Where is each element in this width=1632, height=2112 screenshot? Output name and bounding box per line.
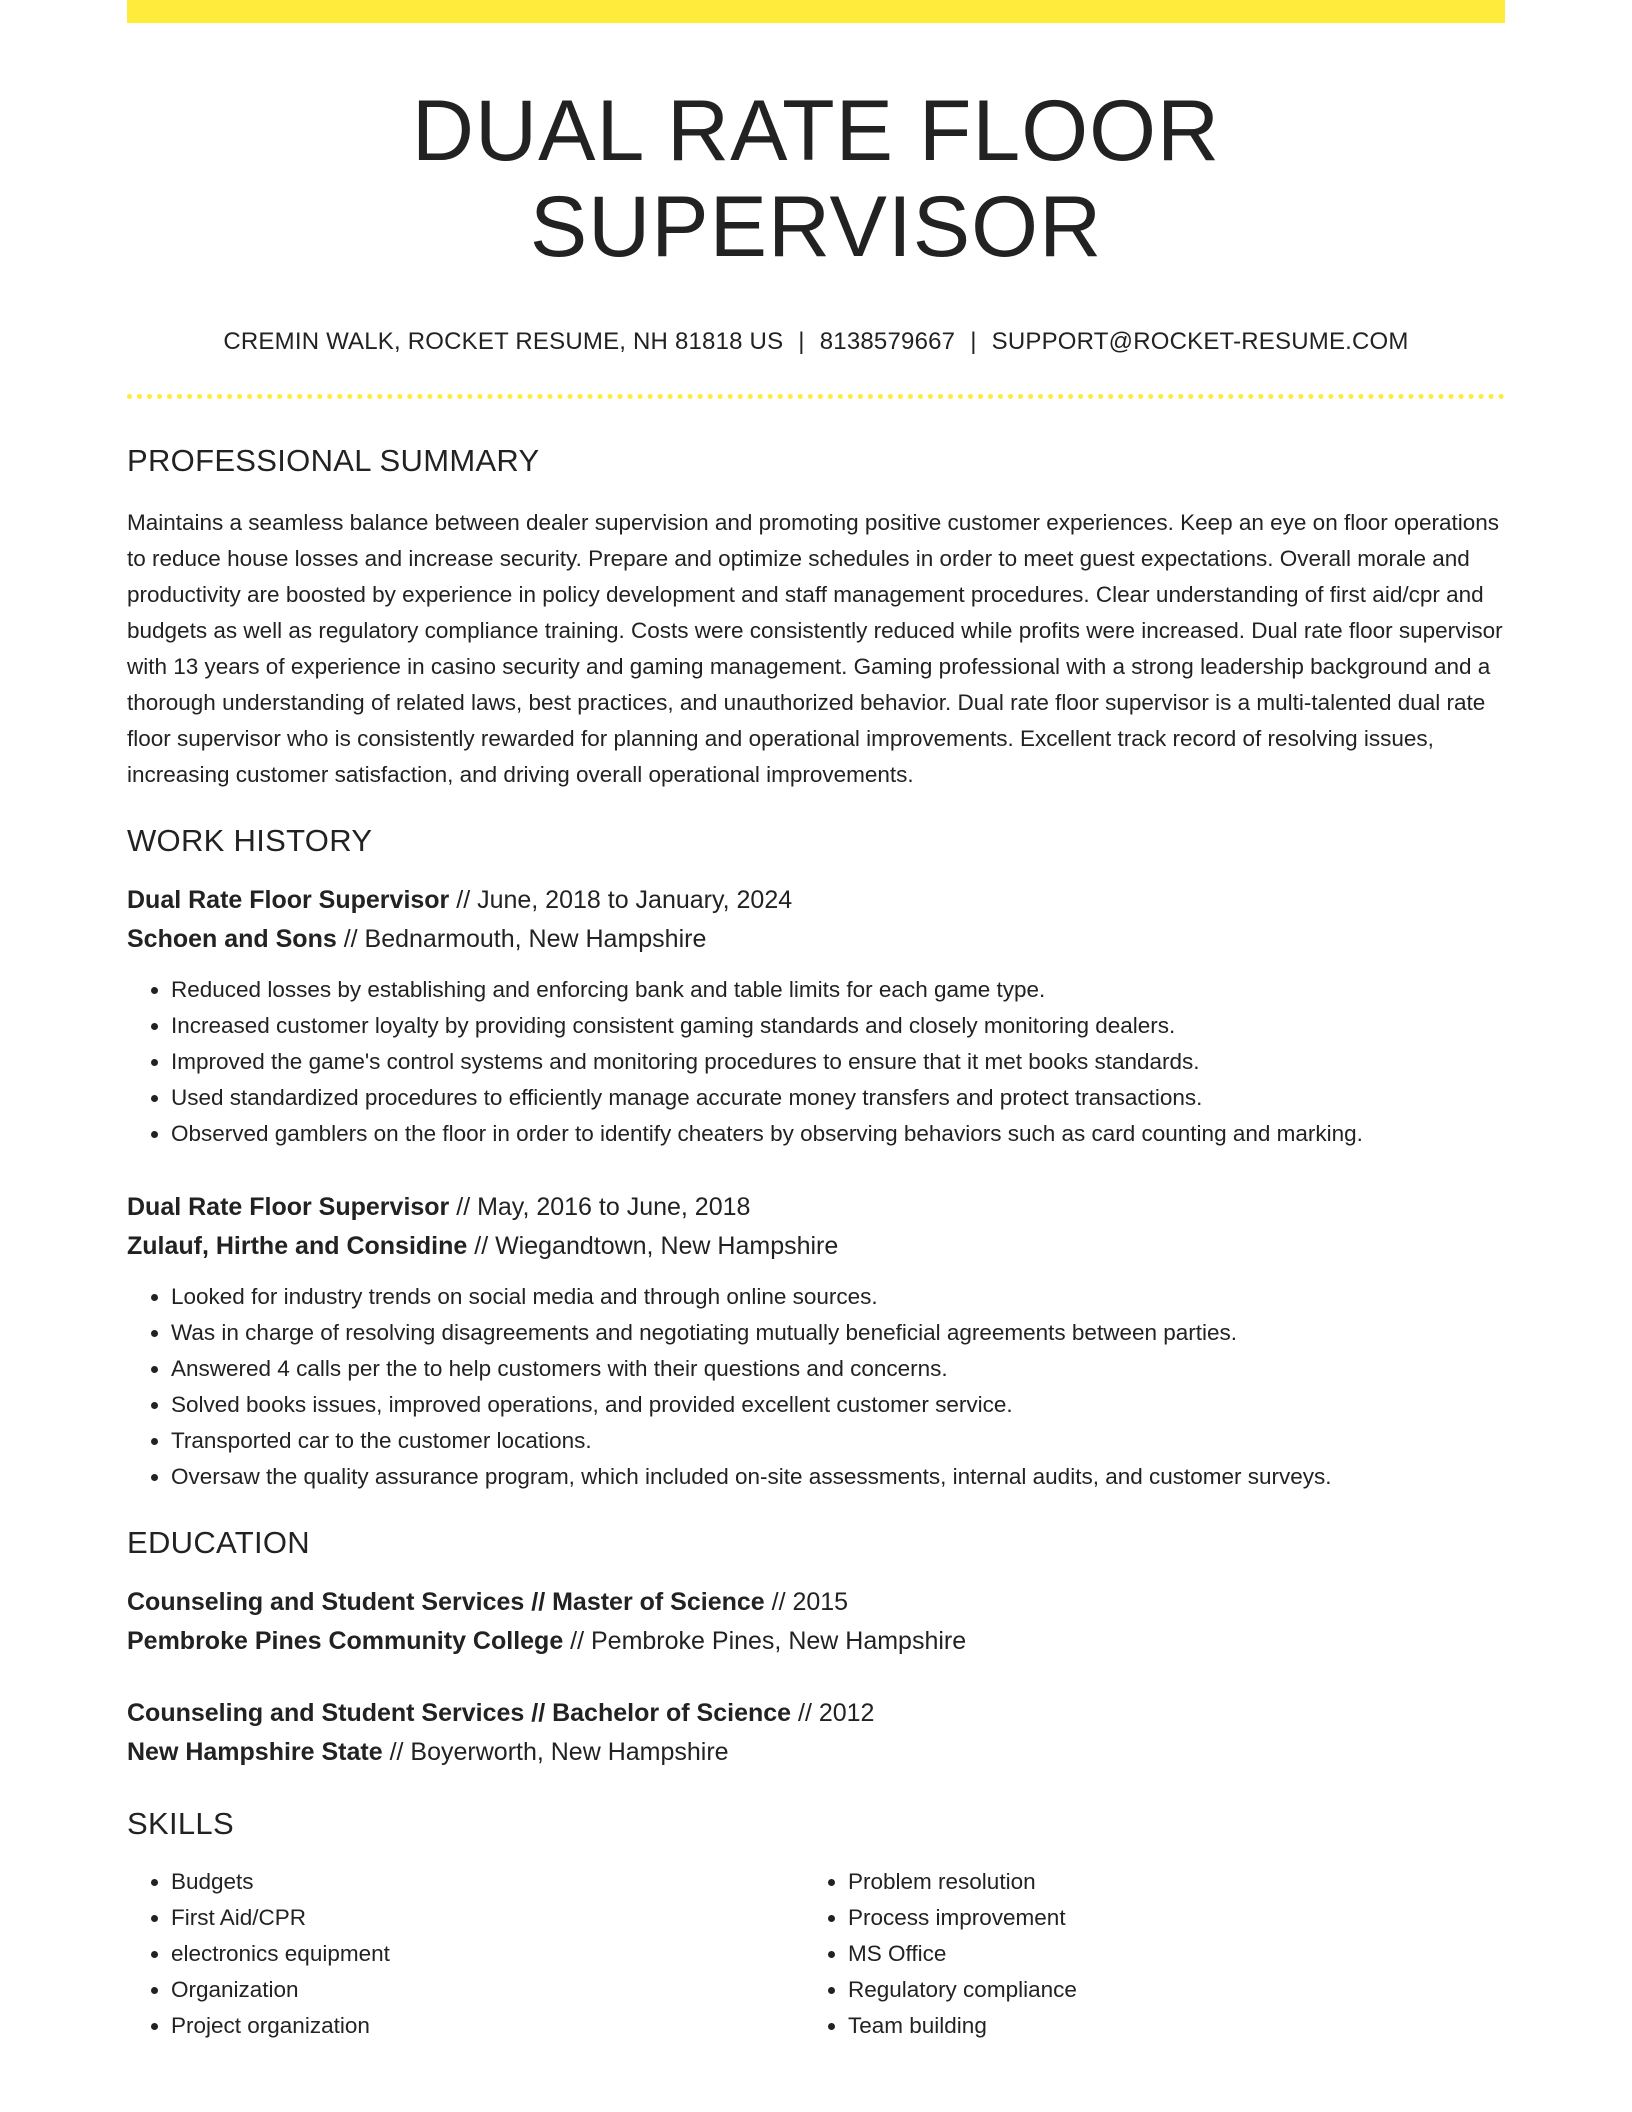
contact-email: SUPPORT@ROCKET-RESUME.COM	[991, 327, 1409, 355]
education-degree-line	[127, 1583, 1505, 1622]
education-school-line	[127, 1733, 1505, 1772]
job-bullet: • Improved the game's control systems and monitoring procedures to ensure that it met books standards.	[171, 1044, 1505, 1080]
education-degree: Counseling and Student Services // Bachelor of Science	[127, 1699, 792, 1728]
education-entry	[127, 1694, 1505, 1772]
job-dates: // June, 2018 to January, 2024	[449, 886, 793, 915]
skills-list-left	[127, 1864, 804, 2044]
contact-line	[127, 328, 1505, 357]
contact-phone: 8138579667	[819, 327, 956, 355]
skills-list-right	[804, 1864, 1481, 2044]
resume-page	[127, 0, 1505, 2044]
job-bullet: • Solved books issues, improved operations, and provided excellent customer service.	[171, 1387, 1505, 1423]
resume-name-title: DUAL RATE FLOOR SUPERVISOR	[411, 83, 1221, 276]
skill-item: • Team building	[848, 2008, 1481, 2044]
skill-item: • Process improvement	[848, 1900, 1481, 1936]
job-bullet: • Increased customer loyalty by providing consistent gaming standards and closely monitoring dealers.	[171, 1008, 1505, 1044]
job-title: Dual Rate Floor Supervisor	[127, 1193, 450, 1222]
skills-heading: SKILLS	[127, 1806, 234, 1842]
header-divider	[127, 394, 1505, 399]
job-bullet: • Answered 4 calls per the to help customers with their questions and concerns.	[171, 1351, 1505, 1387]
job-entry	[127, 881, 1505, 1152]
job-bullet: • Reduced losses by establishing and enforcing bank and table limits for each game type.	[171, 972, 1505, 1008]
job-bullet: • Oversaw the quality assurance program, which included on-site assessments, internal audits, and customer surveys.	[171, 1459, 1505, 1495]
education-school: Pembroke Pines Community College	[127, 1627, 564, 1656]
skill-item: • First Aid/CPR	[171, 1900, 804, 1936]
work-history-heading: WORK HISTORY	[127, 823, 373, 859]
summary-text: Maintains a seamless balance between dealer supervision and promoting positive customer experiences. Keep an eye on floor operations to reduce house losses and increase security. Prepare and optimize schedules in order to meet guest expectations. Overall morale and productivity are boosted by experience in policy development and staff management procedures. Clear understanding of first aid/cpr and budgets as well as regulatory compliance training. Costs were consistently reduced while profits were increased. Dual rate floor supervisor with 13 years of experience in casino security and gaming management. Gaming professional with a strong leadership background and a thorough understanding of related laws, best practices, and unauthorized behavior. Dual rate floor supervisor is a multi-talented dual rate floor supervisor who is consistently rewarded for planning and operational improvements. Excellent track record of resolving issues, increasing customer satisfaction, and driving overall operational improvements.	[127, 510, 1503, 788]
education-year: // 2012	[791, 1699, 875, 1728]
job-company-line	[127, 1227, 1505, 1266]
skill-item: • Budgets	[171, 1864, 804, 1900]
contact-separator: |	[970, 327, 977, 355]
job-company: Schoen and Sons	[127, 925, 337, 954]
job-title: Dual Rate Floor Supervisor	[127, 886, 450, 915]
skill-item: • MS Office	[848, 1936, 1481, 1972]
job-bullet: • Used standardized procedures to efficiently manage accurate money transfers and protect transactions.	[171, 1080, 1505, 1116]
job-bullets	[127, 972, 1505, 1152]
job-company: Zulauf, Hirthe and Considine	[127, 1232, 468, 1261]
education-year: // 2015	[764, 1588, 849, 1617]
job-bullets	[127, 1279, 1505, 1495]
contact-separator: |	[798, 327, 805, 355]
education-degree-line	[127, 1694, 1505, 1733]
skill-item: • Problem resolution	[848, 1864, 1481, 1900]
education-location: // Boyerworth, New Hampshire	[382, 1738, 729, 1767]
job-bullet: • Was in charge of resolving disagreements and negotiating mutually beneficial agreements between parties.	[171, 1315, 1505, 1351]
job-location: // Bednarmouth, New Hampshire	[336, 925, 707, 954]
job-entry	[127, 1188, 1505, 1495]
job-title-line	[127, 881, 1505, 920]
job-location: // Wiegandtown, New Hampshire	[467, 1232, 839, 1261]
summary-heading: PROFESSIONAL SUMMARY	[127, 443, 540, 479]
contact-address: CREMIN WALK, ROCKET RESUME, NH 81818 US	[223, 327, 784, 355]
education-school-line	[127, 1622, 1505, 1661]
skills-columns	[127, 1864, 1505, 2044]
education-entry	[127, 1583, 1505, 1661]
job-bullet: • Transported car to the customer locations.	[171, 1423, 1505, 1459]
skill-item: • Regulatory compliance	[848, 1972, 1481, 2008]
education-school: New Hampshire State	[127, 1738, 383, 1767]
job-bullet: • Observed gamblers on the floor in order to identify cheaters by observing behaviors such as card counting and marking.	[171, 1116, 1505, 1152]
skill-item: • Organization	[171, 1972, 804, 2008]
job-bullet: • Looked for industry trends on social media and through online sources.	[171, 1279, 1505, 1315]
job-title-line	[127, 1188, 1505, 1227]
skill-item: • Project organization	[171, 2008, 804, 2044]
job-dates: // May, 2016 to June, 2018	[449, 1193, 751, 1222]
education-degree: Counseling and Student Services // Master of Science	[127, 1588, 765, 1617]
education-location: // Pembroke Pines, New Hampshire	[563, 1627, 967, 1656]
education-heading: EDUCATION	[127, 1525, 310, 1561]
job-company-line	[127, 920, 1505, 959]
skill-item: • electronics equipment	[171, 1936, 804, 1972]
accent-top-bar	[127, 0, 1505, 23]
